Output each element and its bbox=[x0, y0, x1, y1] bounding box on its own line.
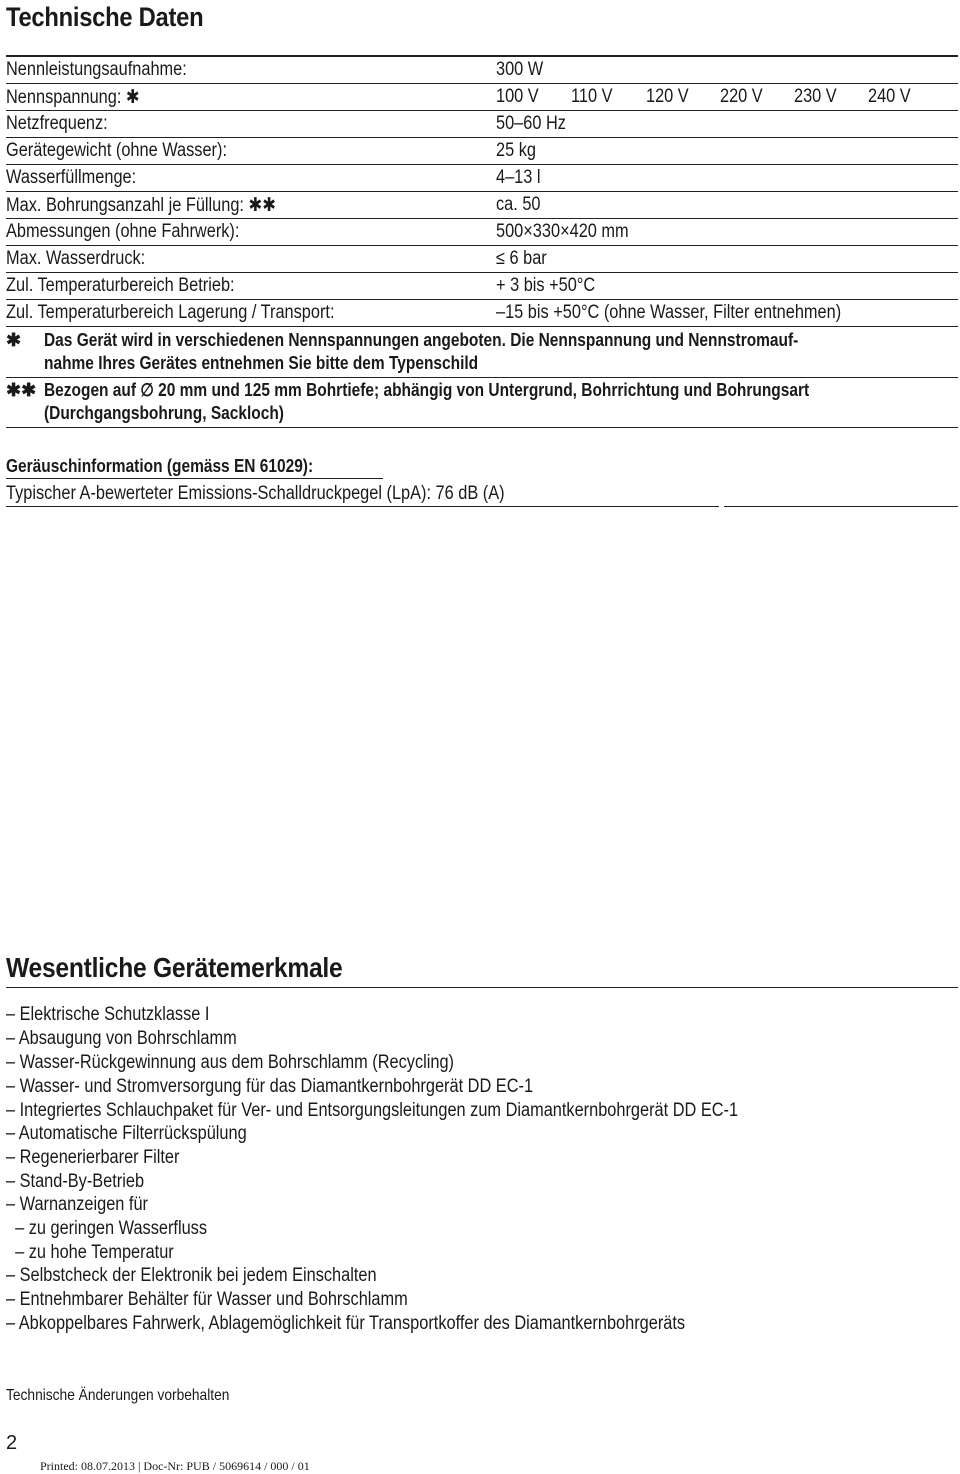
spec-row-water-pressure bbox=[6, 246, 958, 273]
list-item: – Automatische Filterrückspülung bbox=[6, 1123, 247, 1144]
spec-label: Max. Wasserdruck: bbox=[6, 248, 146, 269]
list-item: – Warnanzeigen für bbox=[6, 1194, 148, 1215]
features-title-rule bbox=[6, 987, 958, 988]
list-item: – Wasser-Rückgewinnung aus dem Bohrschlamm (Recycling) bbox=[6, 1052, 455, 1073]
list-item: – Integriertes Schlauchpaket für Ver- und Entsorgungsleitungen zum Diamantkernbohrgerät DD EC-1 bbox=[6, 1100, 739, 1121]
spec-label: Zul. Temperaturbereich Betrieb: bbox=[6, 275, 235, 296]
footnote-line: nahme Ihres Gerätes entnehmen Sie bitte dem Typenschild bbox=[44, 353, 479, 373]
spec-value: ≤ 6 bar bbox=[496, 248, 547, 269]
spec-value: 500×330×420 mm bbox=[496, 221, 629, 242]
noise-value: Typischer A-bewerteter Emissions-Schalldruckpegel (LpA): 76 dB (A) bbox=[6, 481, 958, 507]
spec-value: 25 kg bbox=[496, 140, 536, 161]
list-item: – Regenerierbarer Filter bbox=[6, 1147, 180, 1168]
footnote-drill-count bbox=[6, 379, 958, 428]
spec-value: ca. 50 bbox=[496, 194, 541, 215]
list-item: – Abkoppelbares Fahrwerk, Ablagemöglichkeit für Transportkoffer des Diamantkernbohrgeräts bbox=[6, 1313, 686, 1334]
spec-label: Abmessungen (ohne Fahrwerk): bbox=[6, 221, 240, 242]
spec-row-weight bbox=[6, 138, 958, 165]
spec-label: Max. Bohrungsanzahl je Füllung: ✱✱ bbox=[6, 195, 276, 216]
spec-value: –15 bis +50°C (ohne Wasser, Filter entnehmen) bbox=[496, 302, 842, 323]
voltage-value: 110 V bbox=[571, 86, 613, 107]
print-info: Printed: 08.07.2013 | Doc-Nr: PUB / 5069614 / 000 / 01 bbox=[40, 1459, 310, 1473]
spec-label: Zul. Temperaturbereich Lagerung / Transport: bbox=[6, 302, 335, 323]
spec-label: Nennspannung: ✱ bbox=[6, 87, 140, 108]
spec-row-storage-temp bbox=[6, 300, 958, 327]
voltage-value: 240 V bbox=[868, 86, 911, 107]
spec-label: Nennleistungsaufnahme: bbox=[6, 59, 187, 80]
voltage-value: 230 V bbox=[794, 86, 837, 107]
spec-value: 4–13 l bbox=[496, 167, 541, 188]
noise-heading: Geräuschinformation (gemäss EN 61029): bbox=[6, 454, 383, 479]
spec-label: Netzfrequenz: bbox=[6, 113, 108, 134]
footnote-line: Bezogen auf ∅ 20 mm und 125 mm Bohrtiefe; abhängig von Untergrund, Bohrrichtung und Bohrungsart bbox=[44, 380, 810, 400]
spec-label: Wasserfüllmenge: bbox=[6, 167, 137, 188]
spec-row-power bbox=[6, 57, 958, 84]
spec-row-operating-temp bbox=[6, 273, 958, 300]
spec-row-water-capacity bbox=[6, 165, 958, 192]
voltage-value: 220 V bbox=[720, 86, 763, 107]
list-item: – zu geringen Wasserfluss bbox=[6, 1218, 208, 1239]
noise-rule-left bbox=[6, 506, 719, 507]
list-item: – Wasser- und Stromversorgung für das Diamantkernbohrgerät DD EC-1 bbox=[6, 1076, 534, 1097]
list-item: – Selbstcheck der Elektronik bei jedem Einschalten bbox=[6, 1265, 377, 1286]
spec-label: Gerätegewicht (ohne Wasser): bbox=[6, 140, 227, 161]
spec-row-frequency bbox=[6, 111, 958, 138]
list-item: – Elektrische Schutzklasse I bbox=[6, 1004, 210, 1025]
features-title: Wesentliche Gerätemerkmale bbox=[6, 952, 343, 983]
footnote-line: (Durchgangsbohrung, Sackloch) bbox=[44, 403, 284, 423]
spec-value: + 3 bis +50°C bbox=[496, 275, 596, 296]
footnote-marker: ✱ bbox=[6, 330, 22, 350]
list-item: – zu hohe Temperatur bbox=[6, 1242, 174, 1263]
page-title: Technische Daten bbox=[6, 2, 204, 32]
noise-rule-right bbox=[724, 506, 958, 507]
list-item: – Entnehmbarer Behälter für Wasser und Bohrschlamm bbox=[6, 1289, 408, 1310]
spec-row-max-holes bbox=[6, 192, 958, 219]
spec-row-dimensions bbox=[6, 219, 958, 246]
list-item: – Stand-By-Betrieb bbox=[6, 1171, 145, 1192]
spec-row-voltage bbox=[6, 84, 958, 111]
footnote-voltage bbox=[6, 329, 958, 378]
list-item: – Absaugung von Bohrschlamm bbox=[6, 1028, 237, 1049]
footnote-line: Das Gerät wird in verschiedenen Nennspannungen angeboten. Die Nennspannung und Nennstromauf- bbox=[44, 330, 799, 350]
page-number: 2 bbox=[6, 1432, 18, 1454]
spec-value: 300 W bbox=[496, 59, 544, 80]
footer-note: Technische Änderungen vorbehalten bbox=[6, 1387, 230, 1404]
spec-value: 50–60 Hz bbox=[496, 113, 566, 134]
voltage-value: 120 V bbox=[646, 86, 689, 107]
footnote-marker: ✱✱ bbox=[6, 380, 37, 400]
voltage-value: 100 V bbox=[496, 86, 539, 107]
